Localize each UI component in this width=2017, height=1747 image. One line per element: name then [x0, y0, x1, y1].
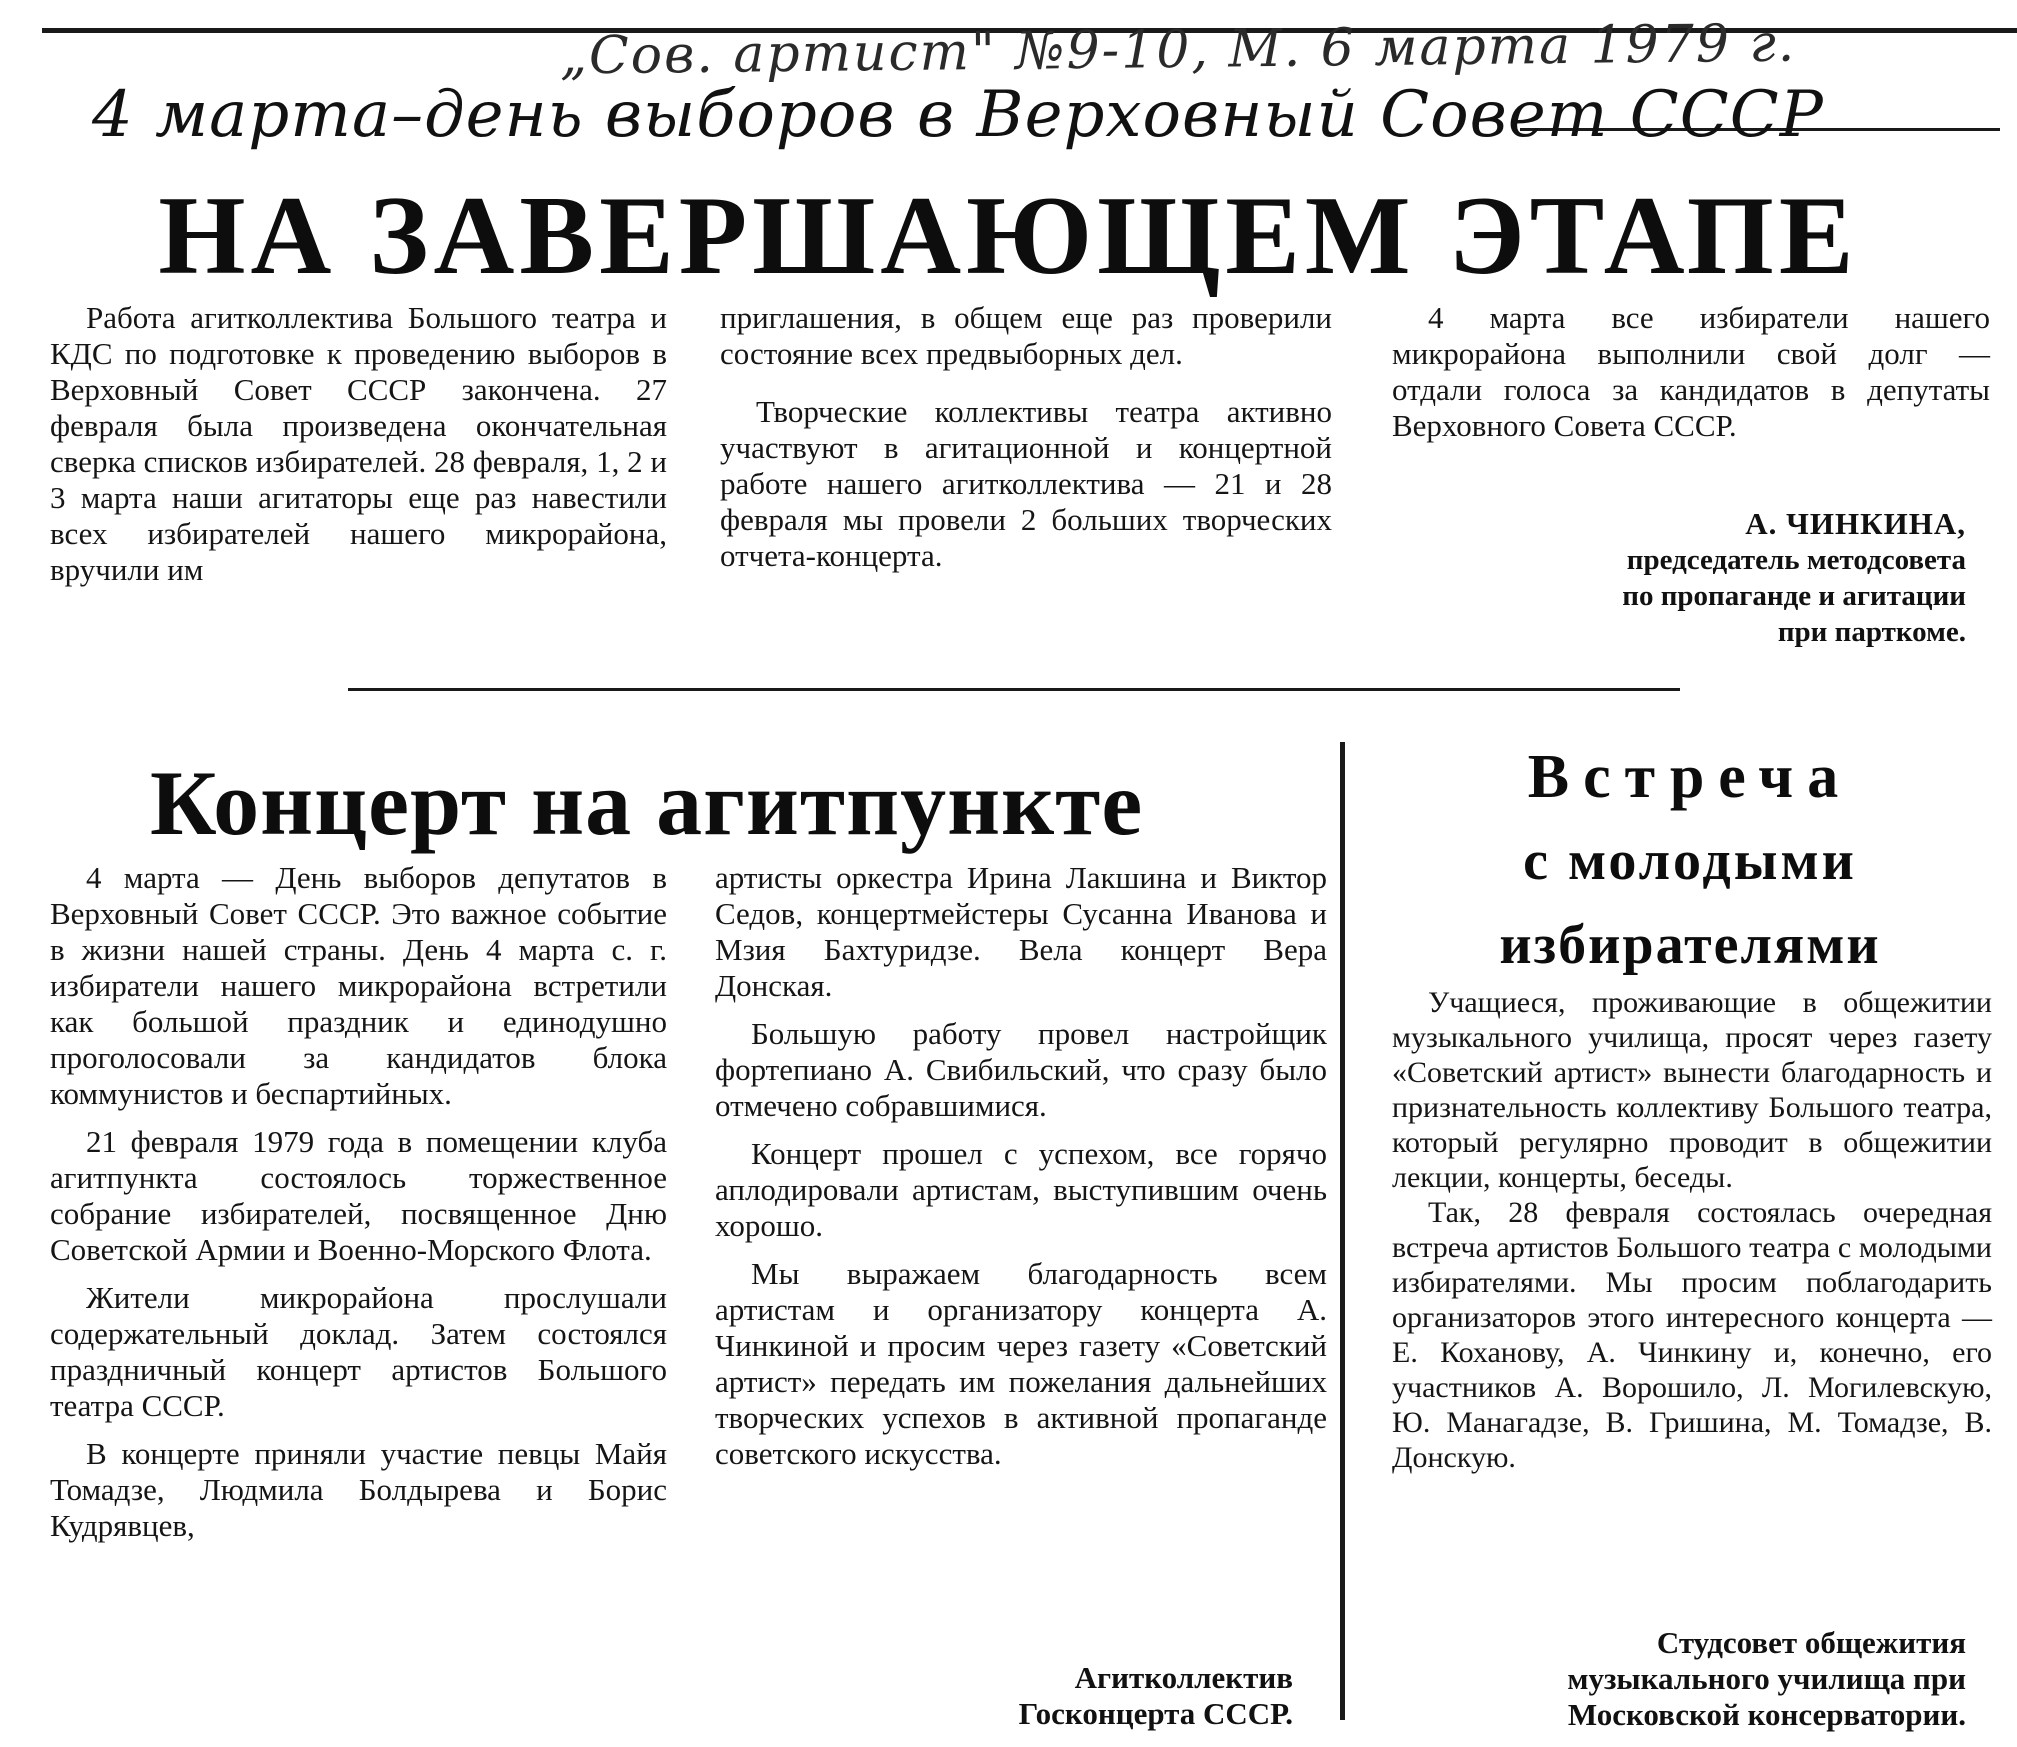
- article3-paragraph: Учащиеся, проживающие в общежитии музыкального училища, просят через газету «Советский артист» вынести благодарность и признательность коллективу Большого театра, который регулярно проводит в общежитии лекции, концерты, беседы.: [1392, 986, 1992, 1194]
- article2-paragraph: 21 февраля 1979 года в помещении клуба агитпункта состоялось торжественное собрание избирателей, посвященное Дню Советской Армии и Военно-Морского Флота.: [50, 1124, 667, 1267]
- signature-name: А. ЧИНКИНА,: [1745, 506, 1966, 541]
- article3-paragraph: Так, 28 февраля состоялась очередная встреча артистов Большого театра с молодыми избирателями. Мы просим поблагодарить организаторов этого интересного концерта — Е. Коханову, А. Чинкину и, конечно, его участников А. Ворошило, Л. Могилевскую, Ю. Манагадзе, В. Гришина, М. Томадзе, В. Донскую.: [1392, 1196, 1992, 1474]
- article1-signature: [1392, 506, 1966, 650]
- article2-signature: [715, 1660, 1293, 1732]
- article2-paragraph: Мы выражаем благодарность всем артистам и организатору концерта А. Чинкиной и просим через газету «Советский артист» передать им пожелания дальнейших творческих успехов в активной пропаганде советского искусства.: [715, 1256, 1327, 1471]
- article2-title: Концерт на агитпункте: [150, 752, 1144, 854]
- article1-paragraph: приглашения, в общем еще раз проверили состояние всех предвыборных дел.: [720, 300, 1332, 371]
- article1-paragraph: 4 марта все избиратели нашего микрорайона выполнили свой долг — отдали голоса за кандидатов в депутаты Верховного Совета СССР.: [1392, 300, 1990, 443]
- signature-role: председатель методсовета: [1626, 544, 1966, 576]
- signature-line: Московской консерватории.: [1567, 1697, 1966, 1732]
- article1-column-3: [1392, 300, 1990, 444]
- handwritten-note: „Сов. артист" №9-10, М. 6 марта 1979 г.: [559, 13, 1797, 87]
- article2-column-2: [715, 860, 1327, 1472]
- signature-line: Студсовет общежития: [1656, 1625, 1966, 1660]
- article2-paragraph: Жители микрорайона прослушали содержательный доклад. Затем состоялся праздничный концерт артистов Большого театра СССР.: [50, 1280, 667, 1423]
- article1-column-2: [720, 300, 1332, 574]
- article2-paragraph: В концерте приняли участие певцы Майя Томадзе, Людмила Болдырева и Борис Кудрявцев,: [50, 1436, 667, 1543]
- column-divider: [1340, 742, 1345, 1720]
- signature-line: музыкального училища при: [1567, 1661, 1966, 1696]
- article1-paragraph: Творческие коллективы театра активно участвуют в агитационной и концертной работе нашего агитколлектива — 21 и 28 февраля мы провели 2 больших творческих отчета-концерта.: [720, 394, 1332, 573]
- article2-paragraph: Концерт прошел с успехом, все горячо аплодировали артистам, выступившим очень хорошо.: [715, 1136, 1327, 1243]
- signature-role: при парткоме.: [1777, 616, 1966, 648]
- article2-column-1: [50, 860, 667, 1544]
- article3-column: [1392, 985, 1992, 1475]
- signature-line: Госконцерта СССР.: [1018, 1696, 1293, 1731]
- article2-paragraph: 4 марта — День выборов депутатов в Верховный Совет СССР. Это важное событие в жизни нашей страны. День 4 марта с. г. избиратели нашего микрорайона встретили как большой праздник и единодушно проголосовали за кандидатов блока коммунистов и беспартийных.: [50, 860, 667, 1111]
- article1-column-1: [50, 300, 667, 588]
- subheadline: 4 марта–день выборов в Верховный Совет СССР: [92, 78, 1824, 152]
- article2-paragraph: артисты оркестра Ирина Лакшина и Виктор Седов, концертмейстеры Сусанна Иванова и Мзия Бахтуридзе. Вела концерт Вера Донская.: [715, 860, 1327, 1003]
- signature-role: по пропаганде и агитации: [1622, 580, 1966, 612]
- signature-line: Агитколлектив: [1074, 1660, 1293, 1695]
- article3-title-line: Встреча: [1527, 743, 1853, 811]
- article1-paragraph: Работа агитколлектива Большого театра и КДС по подготовке к проведению выборов в Верховный Совет СССР закончена. 27 февраля была произведена окончательная сверка списков избирателей. 28 февраля, 1, 2 и 3 марта наши агитаторы еще раз навестили всех избирателей нашего микрорайона, вручили им: [50, 300, 667, 587]
- article3-signature: [1392, 1625, 1966, 1733]
- main-headline: НА ЗАВЕРШАЮЩЕМ ЭТАПЕ: [158, 174, 1859, 298]
- section-divider: [348, 688, 1680, 691]
- article3-title: [1380, 735, 2000, 987]
- article3-title-line: с молодыми: [1523, 830, 1857, 892]
- article3-title-line: избирателями: [1499, 914, 1881, 976]
- article2-paragraph: Большую работу провел настройщик фортепиано А. Свибильский, что сразу было отмечено собравшимися.: [715, 1016, 1327, 1123]
